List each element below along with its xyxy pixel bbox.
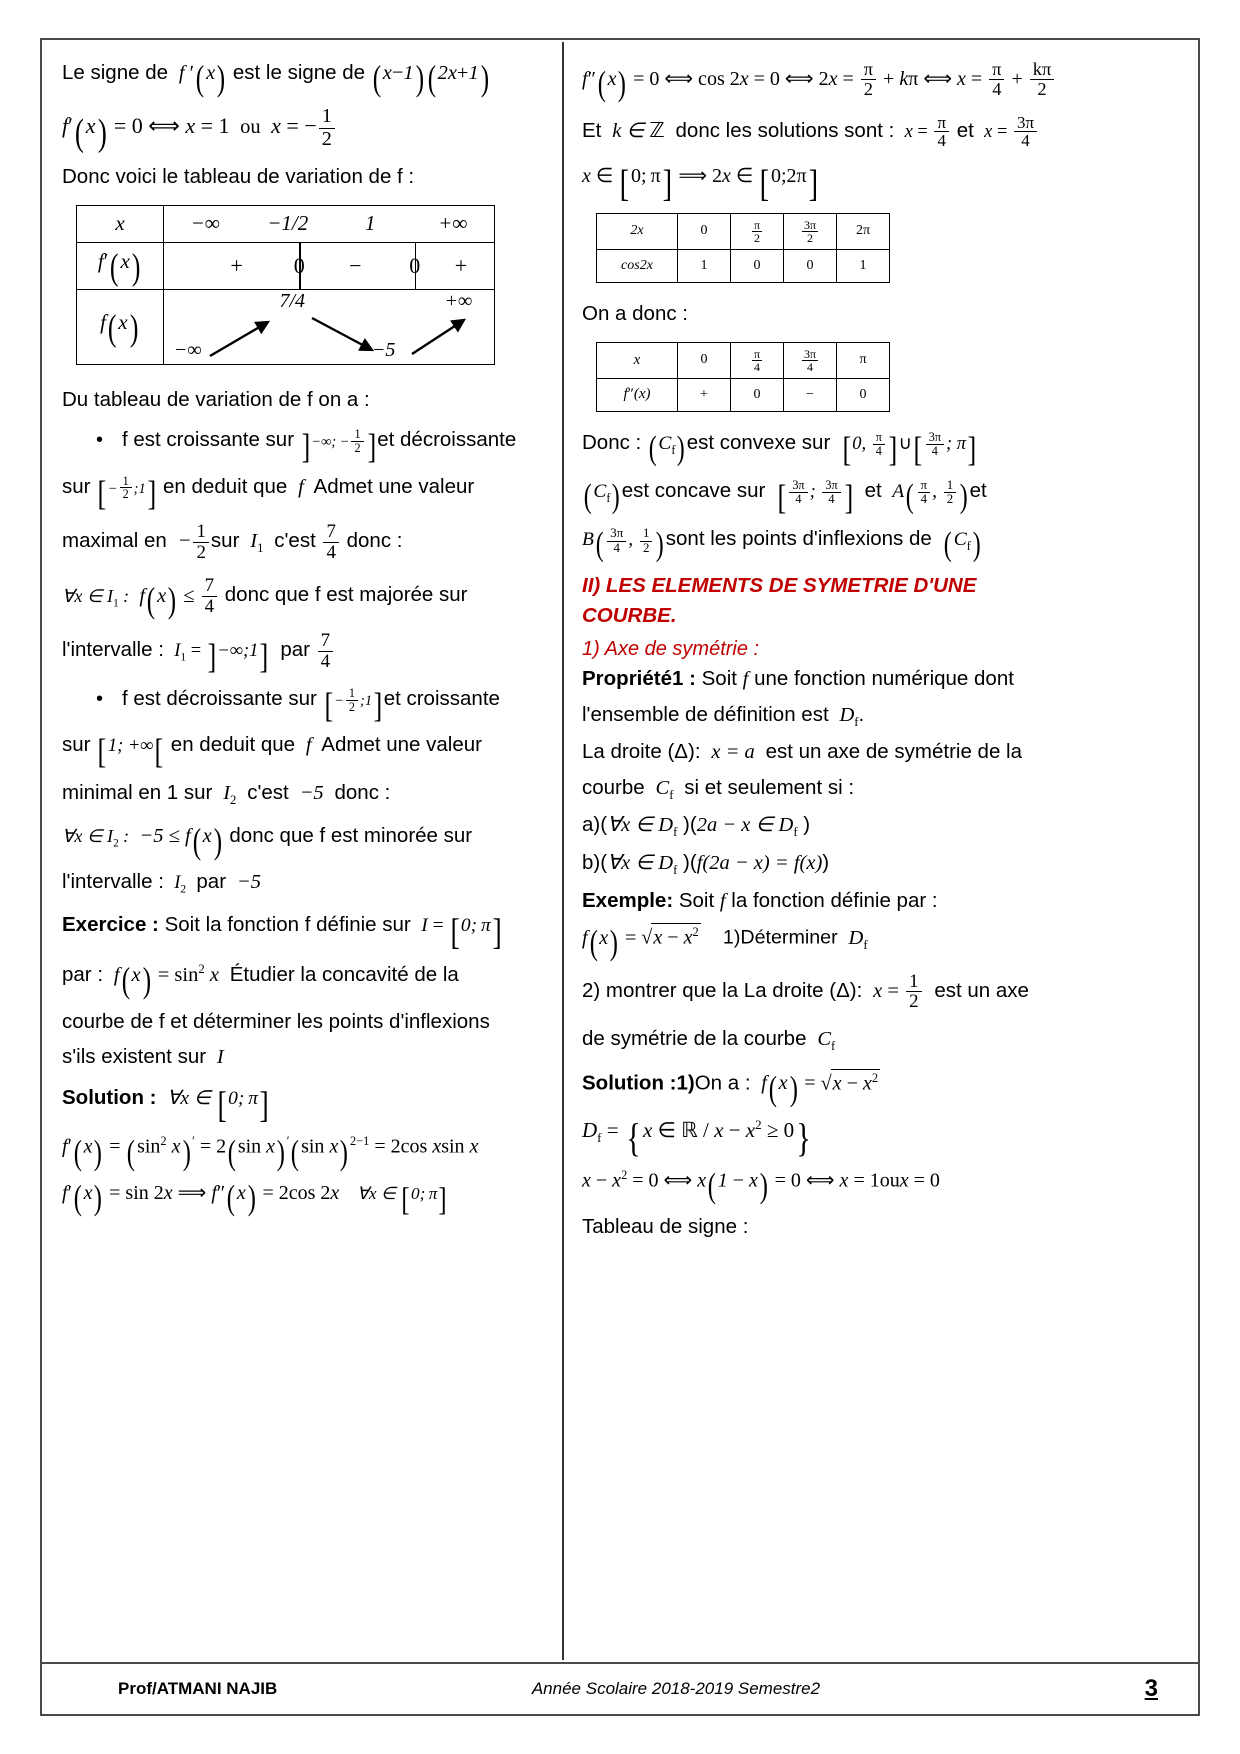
derivative-line-2: f′(x) = sin 2x ⟹ f″(x) = 2cos 2x ∀x ∈ [0; π]: [62, 1178, 447, 1218]
cos2x-v3: 2π: [837, 213, 890, 249]
line-sur2-post: en deduit que: [170, 732, 296, 756]
cos2x-s2: 0: [784, 249, 837, 282]
cos2x-s0: 1: [678, 249, 731, 282]
bullet1-post: et décroissante: [377, 428, 517, 452]
bullet-dot-icon-2: •: [96, 687, 104, 710]
line-sur-1: [62, 473, 548, 513]
ensemble-post: .: [858, 702, 865, 726]
cos2x-v2: $\frac{3\pi}{2}$: [784, 213, 837, 249]
line-tableau-intro: Donc voici le tableau de variation de f :: [62, 164, 415, 188]
line-du-tableau: Du tableau de variation de f on a :: [62, 387, 370, 411]
variation-label-x: x: [77, 205, 164, 242]
line-intervalle-1: l'intervalle : $I_1$ = ]−∞;1] par $\frac{7}{4}$: [62, 631, 548, 672]
question2-line: 2) montrer que la La droite (Δ): x = $\frac{1}{2}$ est un axe: [582, 970, 1029, 1013]
convexe-pre: Donc :: [582, 430, 642, 454]
propriete1-ensemble: l'ensemble de définition est $D_f$.: [582, 702, 865, 729]
line-implication-2x: x ∈ [0; π] ⟹ 2x ∈ [0;2π]: [582, 162, 818, 205]
variation-cells-sign: [164, 242, 495, 289]
fsecond-label-f: f″(x): [597, 378, 678, 411]
line-maximal: maximal en − $\frac{1}{2}$ sur $I_1$ c'est $\frac{7}{4}$ donc :: [62, 520, 403, 563]
line-sur1-f: f: [298, 475, 304, 498]
fsecond-s2: −: [784, 378, 837, 411]
k-et: et: [956, 118, 974, 142]
exercice-text: Soit la fonction f définie sur: [164, 912, 411, 936]
fsecond-v2: $\frac{3\pi}{4}$: [784, 342, 837, 378]
exercice-label: Exercice :: [62, 912, 159, 936]
var-val-0: −∞: [173, 338, 202, 361]
line-concave: $(C_f)est$ concave sur [ $\frac{3\pi}{4}$ ; $\frac{3\pi}{4}$ ] et A( $\frac{\pi}{4}$ , $\frac{1}{2}$ )et: [583, 477, 987, 518]
question2-cont-line: de symétrie de la courbe $C_f$: [582, 1027, 836, 1054]
x-val-1: −1/2: [267, 211, 309, 236]
section-heading-line1: II) LES ELEMENTS DE SYMETRIE D'UNE: [582, 573, 977, 597]
sign-1: 0: [293, 252, 305, 278]
maximal-mid: sur: [210, 528, 240, 552]
sils-symbol: I: [216, 1046, 224, 1069]
variation-row-sign: [77, 242, 495, 289]
x-val-2: 1: [365, 211, 376, 236]
line-on-a-donc: On a donc :: [582, 301, 688, 325]
propriete1-text-rest: une fonction numérique dont: [754, 666, 1014, 690]
table-cos2x-row-2: [597, 249, 890, 282]
line-majoree: ∀x ∈ $I_1$ : f(x) ≤ $\frac{7}{4}$ donc que f est majorée sur: [62, 575, 468, 621]
maximal-pre: maximal en: [62, 528, 167, 552]
intervalle2-value: −5: [236, 871, 261, 894]
propriete1-droite: La droite (Δ): x = a est un axe de symétrie de la: [582, 740, 1022, 764]
minimal-value: −5: [299, 782, 324, 805]
factored-expr: (x−1)(2x+1): [372, 57, 489, 98]
exemple-formula-line: $f(x) = √x - x^2$ 1)Déterminer $D_f$: [582, 923, 868, 963]
exemple-post: la fonction définie par :: [731, 888, 938, 912]
left-column: [44, 42, 564, 1660]
question2-cont-pre: de symétrie de la courbe: [582, 1027, 807, 1051]
minimal-cest: c'est: [247, 781, 289, 805]
variation-label-fprime: f′(x): [77, 242, 164, 289]
exemple-label: Exemple:: [582, 888, 674, 912]
bullet2-pre: f est décroissante sur: [122, 686, 317, 710]
maximal-donc: donc :: [346, 528, 403, 552]
domain-definition-line: $D_f$ = { x ∈ ℝ / $x - x^2 \ge 0$}: [582, 1115, 811, 1161]
solution-line: Solution : ∀x ∈ [0; π]: [62, 1084, 269, 1126]
maximal-cest: c'est: [274, 528, 316, 552]
fsecond-label-x: x: [597, 342, 678, 378]
ensemble-pre: l'ensemble de définition est: [582, 702, 829, 726]
line-courbe: courbe de f et déterminer les points d'inflexions: [62, 1009, 490, 1033]
x-val-3: +∞: [438, 211, 468, 236]
var-val-3: +∞: [444, 289, 473, 312]
pointB-text: sont les points d'inflexions de: [665, 527, 932, 551]
table-cos2x-row-1: [597, 213, 890, 249]
section-heading-line2: COURBE.: [582, 604, 677, 628]
section-subheading: 1) Axe de symétrie :: [582, 637, 760, 660]
sils-text: s'ils existent sur: [62, 1045, 207, 1069]
solution2-line: Solution :1)On a : $f(x) = √x - x^2$: [582, 1069, 879, 1109]
bullet2-interval: [− $\frac{1}{2}$ ;1]: [324, 685, 383, 725]
table-cos2x: [596, 213, 890, 283]
line-sur2-pre: sur: [62, 732, 91, 756]
sign-0: +: [230, 252, 243, 278]
question2-post: est un axe: [934, 978, 1029, 1002]
page-content: [44, 42, 1196, 1660]
propriete1-label: Propriété1 :: [582, 666, 696, 690]
footer-middle: Année Scolaire 2018-2019 Semestre2: [531, 1679, 821, 1698]
line-sur2-interval: [1; +∞[: [97, 732, 164, 772]
fsecond-v0: 0: [678, 342, 731, 378]
solution2-label: Solution :1): [582, 1071, 695, 1095]
var-val-2: −5: [371, 338, 396, 361]
cos2x-v1: $\frac{\pi}{2}$: [731, 213, 784, 249]
minoree-tail: donc que f est minorée sur: [229, 823, 473, 847]
line-f-second-zero: f″(x) = 0 ⟺ cos 2x = 0 ⟺ 2x = $\frac{\pi}{2}$ + kπ ⟺ x = $\frac{\pi}{4}$ + $\frac{k\pi}{2}$: [582, 60, 1182, 100]
majoree-tail: donc que f est majorée sur: [224, 583, 468, 607]
par-pre: par :: [62, 963, 104, 987]
cos2x-s3: 1: [837, 249, 890, 282]
fsecond-v3: π: [837, 342, 890, 378]
propriete1-cond-a: a)(∀x ∈ $D_f$ )(2a − x ∈ $D_f$ ): [582, 813, 811, 840]
table-fsecond-row-2: [597, 378, 890, 411]
propriete1-courbe: courbe $C_f$ si et seulement si :: [582, 775, 855, 802]
factor-line: $x - x^2 = 0$ ⟺ x(1 − x) = 0 ⟺ x = 1oux = 0: [582, 1166, 940, 1206]
line-point-B: B( $\frac{3\pi}{4}$ , $\frac{1}{2}$ )sont les points d'inflexions de $(C_f)$: [582, 525, 981, 564]
intervalle2-par: par: [196, 870, 227, 894]
derivative-line-1: $f'(x) = (\sin^2$ x) ′ = 2(sin x) ′(sin x) $^{2-1}$ = 2cos xsin x: [62, 1132, 479, 1172]
right-column: [564, 42, 1196, 1660]
fsecond-s3: 0: [837, 378, 890, 411]
solution-label: Solution :: [62, 1085, 157, 1109]
line-minimal: minimal en 1 sur $I_2$ c'est −5 donc :: [62, 781, 391, 808]
k-pre: Et: [582, 118, 602, 142]
x-val-0: −∞: [190, 211, 220, 236]
concave-et2: et: [969, 478, 987, 502]
droite-post: est un axe de symétrie de la: [765, 740, 1022, 764]
line-sign-pre: Le signe de: [62, 61, 169, 84]
exercice-line: Exercice : Soit la fonction f définie sur I = [0; π]: [62, 911, 502, 953]
line-sur1-tail: Admet une valeur: [313, 474, 475, 498]
exemple-question1: 1)Déterminer: [722, 926, 838, 949]
exemple-pre: Soit: [678, 888, 715, 912]
courbe-post: si et seulement si :: [684, 775, 855, 799]
propriete1-line: Propriété1 : Soit f une fonction numérique dont: [582, 666, 1014, 690]
line-sign-mid: est le signe de: [232, 61, 366, 84]
bullet1-pre: f est croissante sur: [122, 428, 295, 452]
courbe-pre: courbe: [582, 775, 645, 799]
line-tableau-signe: Tableau de signe :: [582, 1215, 749, 1239]
line-k-solutions: Et k ∈ ℤ donc les solutions sont : x = $\frac{\pi}{4}$ et x = $\frac{3\pi}{4}$: [582, 114, 1182, 151]
fsecond-s1: 0: [731, 378, 784, 411]
line-minoree: ∀x ∈ $I_2$ : −5 ≤ f(x) donc que f est minorée sur: [62, 820, 473, 861]
line-sur1-post: en deduit que: [163, 474, 288, 498]
propriete1-cond-b: b)(∀x ∈ $D_f$ )(f(2a − x) = f(x)): [582, 851, 830, 878]
variation-cells-x: [164, 205, 495, 242]
fsecond-v1: $\frac{\pi}{4}$: [731, 342, 784, 378]
fsecond-s0: +: [678, 378, 731, 411]
bullet-croissante: [62, 427, 548, 467]
intervalle1-par: par: [280, 638, 310, 662]
concave-mid: est concave sur: [621, 478, 766, 502]
cond-a-mid: )(: [677, 813, 697, 837]
variation-label-f: f(x): [77, 289, 164, 364]
cos2x-s1: 0: [731, 249, 784, 282]
footer-page-number: 3: [1144, 1675, 1158, 1702]
minimal-donc: donc :: [334, 781, 391, 805]
cond-b-mid: )(: [677, 851, 697, 875]
cond-b-suffix: ): [822, 851, 830, 875]
intervalle2-pre: l'intervalle :: [62, 870, 164, 894]
roots-or: ou: [240, 116, 261, 139]
bullet2-post: et croissante: [383, 686, 500, 710]
intervalle1-pre: l'intervalle :: [62, 638, 164, 662]
bullet-decroissante: [62, 685, 548, 725]
line-sur1-interval: [− $\frac{1}{2}$ ;1]: [97, 473, 156, 513]
line-sur2-tail: Admet une valeur: [321, 732, 482, 756]
propriete1-text-pre: Soit: [701, 666, 737, 690]
line-convexe: Donc : $(C_f)est$ convexe sur [0, $\frac{\pi}{4}$ ]∪[ $\frac{3\pi}{4}$ ; π]: [582, 429, 977, 469]
cos2x-label-2x: 2x: [597, 213, 678, 249]
sign-3: 0: [409, 252, 421, 278]
variation-arrows: [164, 290, 494, 364]
droite-pre: La droite (Δ):: [582, 740, 701, 764]
var-val-1: 7/4: [279, 289, 306, 312]
cos2x-v0: 0: [678, 213, 731, 249]
question2-pre: 2) montrer que la La droite (Δ):: [582, 978, 863, 1002]
footer-author: Prof/ATMANI NAJIB: [118, 1679, 278, 1698]
minimal-pre: minimal en 1 sur: [62, 781, 213, 805]
cond-b-prefix: b)(: [582, 851, 608, 875]
variation-row-f: [77, 289, 495, 364]
convexe-mid: est convexe sur: [686, 430, 831, 454]
line-sur1-pre: sur: [62, 474, 91, 498]
line-roots: f′(x) = 0 ⟺ x = 1 ou x = − $\frac{1}{2}$: [62, 106, 548, 149]
k-mid: donc les solutions sont :: [675, 118, 895, 142]
sign-2: −: [349, 252, 362, 278]
exemple-line: Exemple: Soit f la fonction définie par :: [582, 888, 938, 912]
variation-cells-arrows: [164, 289, 495, 364]
line-sign-of-fprime: [62, 57, 548, 98]
line-sur-2: [62, 732, 548, 772]
line-sur2-f: f: [305, 733, 312, 756]
cond-a-prefix: a)(: [582, 813, 608, 837]
variation-table: [76, 205, 495, 365]
cos2x-label-cos: cos2x: [597, 249, 678, 282]
solution2-text: On a :: [694, 1071, 751, 1095]
line-par-formula: par : $f(x) = \sin^2 x$ Étudier la concavité de la: [62, 959, 459, 1000]
bullet1-interval: ]−∞; − $\frac{1}{2}$ ]: [301, 427, 376, 467]
page-footer: [42, 1662, 1198, 1714]
cond-a-suffix: ): [797, 813, 811, 837]
sign-4: +: [454, 252, 468, 278]
bullet-dot-icon: •: [96, 429, 104, 452]
line-sils-existent: [62, 1044, 548, 1071]
table-fsecond-sign: [596, 342, 890, 412]
fprime-expr: f ′(x): [173, 57, 226, 98]
line-intervalle-2: l'intervalle : $I_2$ par −5: [62, 870, 261, 896]
table-fsecond-row-1: [597, 342, 890, 378]
concave-et: et: [864, 478, 882, 502]
variation-row-x: [77, 205, 495, 242]
par-tail: Étudier la concavité de la: [229, 963, 459, 987]
